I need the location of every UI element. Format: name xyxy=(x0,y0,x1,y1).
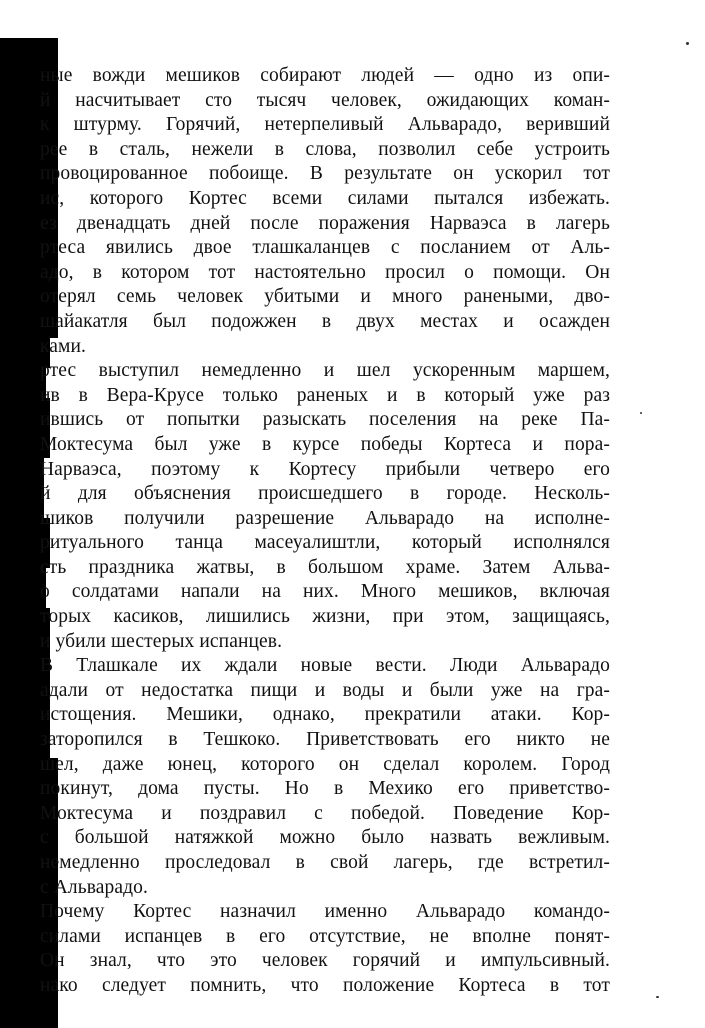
body-text xyxy=(40,64,610,999)
text-line: силами испанцев в его отсутствие, не вполне понят- xyxy=(40,925,610,947)
text-line: ившись от попытки разыскать поселения на реке Па- xyxy=(40,409,610,431)
text-line: ез двенадцать дней после поражения Нарваэса в лагерь xyxy=(40,212,610,234)
scan-speck xyxy=(656,996,659,998)
text-line: адо, в котором тот настоятельно просил о помощи. Он xyxy=(40,261,610,283)
text-line: к штурму. Горячий, нетерпеливый Альварадо, веривший xyxy=(40,114,610,136)
text-line: нако следует помнить, что положение Кортеса в тот xyxy=(40,974,610,996)
text-line: немедленно проследовал в свой лагерь, где встретил- xyxy=(40,852,610,873)
text-line: й насчитывает сто тысяч человек, ожидающих коман- xyxy=(40,89,610,111)
text-line: провоцированное побоище. В результате он ускорил тот xyxy=(40,163,610,185)
text-line: Он знал, что это человек горячий и импульсивный. xyxy=(40,950,610,972)
scan-speck xyxy=(686,42,689,45)
text-line: с большой натяжкой можно было назвать вежливым. xyxy=(40,827,610,849)
scan-speck xyxy=(640,412,642,414)
text-line: ис, которого Кортес всеми силами пытался избежать. xyxy=(40,187,610,209)
text-line: ные вожди мешиков собирают людей — одно из опи- xyxy=(40,65,610,86)
text-line: заторопился в Тешкоко. Приветствовать его никто не xyxy=(40,729,610,751)
text-line: адали от недостатка пищи и воды и были уже на гра- xyxy=(40,679,610,701)
text-line: о солдатами напали на них. Много мешиков, включая xyxy=(40,581,610,603)
text-line: сть праздника жатвы, в большом храме. Затем Альва- xyxy=(40,556,610,578)
text-line: Моктесума и поздравил с победой. Поведение Кор- xyxy=(40,802,610,824)
text-line: ртеса явились двое тлашкаланцев с посланием от Аль- xyxy=(40,237,610,259)
text-line: шайакатля был подожжен в двух местах и осажден xyxy=(40,310,610,332)
text-line: й для объяснения происшедшего в городе. Несколь- xyxy=(40,483,610,505)
text-line: ритуального танца масеуалиштли, который исполнялся xyxy=(40,532,610,554)
text-line: шел, даже юнец, которого он сделал королем. Город xyxy=(40,753,610,775)
text-line: истощения. Мешики, однако, прекратили атаки. Кор- xyxy=(40,704,610,726)
text-line: ив в Вера-Крусе только раненых и в который уже раз xyxy=(40,384,610,406)
text-line: покинут, дома пусты. Но в Мехико его приветство- xyxy=(40,778,610,800)
text-line: с Альварадо. xyxy=(40,876,148,898)
text-line: торых касиков, лишились жизни, при этом, защищаясь, xyxy=(40,606,610,628)
text-line: В Тлашкале их ждали новые вести. Люди Альварадо xyxy=(40,655,610,677)
text-line: рее в сталь, нежели в слова, позволил себе устроить xyxy=(40,138,610,160)
text-line: ками. xyxy=(40,335,86,357)
text-line: Моктесума был уже в курсе победы Кортеса и пора- xyxy=(40,433,610,455)
text-line: и убили шестерых испанцев. xyxy=(40,630,283,652)
text-line: шиков получили разрешение Альварадо на исполне- xyxy=(40,507,610,529)
text-line: ртес выступил немедленно и шел ускоренным маршем, xyxy=(40,360,610,382)
text-line: Почему Кортес назначил именно Альварадо командо- xyxy=(40,901,610,923)
text-line: отерял семь человек убитыми и много ранеными, дво- xyxy=(40,286,610,308)
text-line: Нарваэса, поэтому к Кортесу прибыли четверо его xyxy=(40,458,610,480)
